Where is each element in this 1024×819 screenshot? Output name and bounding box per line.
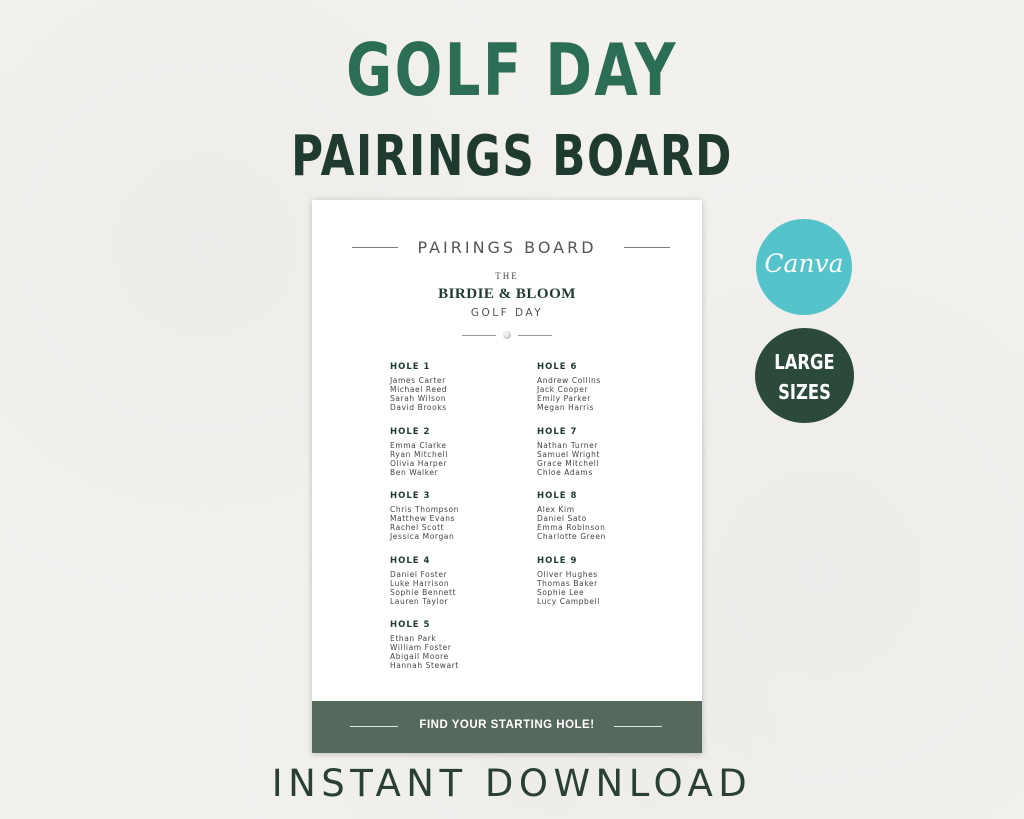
player-name: Sophie Lee xyxy=(537,587,585,597)
player-name: Hannah Stewart xyxy=(390,661,459,670)
event-name: BIRDIE & BLOOM xyxy=(438,286,576,302)
player-name: Rachel Scott xyxy=(390,523,445,532)
player-name: Thomas Baker xyxy=(537,578,598,588)
hole-block xyxy=(390,490,530,555)
hole-block xyxy=(390,555,530,620)
hole-title: HOLE 9 xyxy=(537,555,578,566)
player-name: Jack Cooper xyxy=(537,385,589,394)
player-name: Sarah Wilson xyxy=(390,394,447,403)
player-name: Ben Walker xyxy=(390,467,439,477)
hole-title: HOLE 4 xyxy=(390,555,431,566)
hole-block xyxy=(537,361,677,426)
player-name: Emma Clarke xyxy=(390,440,447,450)
sizes-line-2: SIZES xyxy=(778,380,831,404)
player-name: Sophie Bennett xyxy=(390,587,457,597)
hole-block xyxy=(537,426,677,491)
hole-block xyxy=(390,426,530,491)
pairings-poster xyxy=(312,200,702,753)
event-type: GOLF DAY xyxy=(470,307,544,319)
footer-text: FIND YOUR STARTING HOLE! xyxy=(419,719,595,731)
hole-block xyxy=(390,619,530,684)
title-line-1: GOLF DAY xyxy=(346,28,678,112)
player-name: Jessica Morgan xyxy=(390,532,455,541)
hole-block xyxy=(537,490,677,555)
player-name: David Brooks xyxy=(390,403,447,412)
poster-heading: PAIRINGS BOARD xyxy=(417,238,597,257)
poster-heading-row xyxy=(312,238,702,258)
hole-block xyxy=(390,361,530,426)
hole-title: HOLE 1 xyxy=(390,362,431,372)
sizes-line-1: LARGE xyxy=(774,350,835,374)
hole-block xyxy=(537,555,677,620)
hole-title: HOLE 2 xyxy=(390,426,431,437)
player-name: James Carter xyxy=(390,376,446,385)
canva-badge xyxy=(756,219,852,315)
player-name: Ethan Park xyxy=(390,634,437,643)
event-article: THE xyxy=(495,271,519,281)
hole-title: HOLE 8 xyxy=(537,491,578,501)
player-name: Chloe Adams xyxy=(537,467,593,477)
player-name: Alex Kim xyxy=(537,505,575,514)
holes-column-right xyxy=(537,361,677,619)
player-name: Daniel Sato xyxy=(537,514,587,523)
holes-column-left xyxy=(390,361,530,684)
divider-line xyxy=(624,247,670,248)
player-name: William Foster xyxy=(390,643,452,652)
golf-ball-divider xyxy=(312,330,702,340)
hole-title: HOLE 5 xyxy=(390,620,431,630)
player-name: Charlotte Green xyxy=(537,532,606,541)
canva-logo: Canva xyxy=(764,249,844,278)
player-name: Chris Thompson xyxy=(390,505,460,514)
golf-ball-icon xyxy=(503,331,511,339)
poster-footer xyxy=(312,701,702,753)
player-name: Grace Mitchell xyxy=(537,458,600,468)
hole-title: HOLE 3 xyxy=(390,491,431,501)
player-name: Abigail Moore xyxy=(390,652,449,661)
player-name: Megan Harris xyxy=(537,403,595,412)
player-name: Samuel Wright xyxy=(537,449,600,459)
player-name: Luke Harrison xyxy=(390,578,450,588)
hole-title: HOLE 7 xyxy=(537,426,578,437)
player-name: Oliver Hughes xyxy=(537,569,598,579)
instant-download-text: INSTANT DOWNLOAD xyxy=(271,762,753,805)
player-name: Lauren Taylor xyxy=(390,596,449,606)
player-name: Olivia Harper xyxy=(390,458,448,468)
player-name: Michael Reed xyxy=(390,385,448,394)
divider-line xyxy=(518,335,552,336)
divider-line xyxy=(462,335,496,336)
hole-title: HOLE 6 xyxy=(537,362,578,372)
player-name: Matthew Evans xyxy=(390,514,456,523)
player-name: Daniel Foster xyxy=(390,569,448,579)
large-sizes-badge xyxy=(755,328,854,423)
player-name: Emma Robinson xyxy=(537,523,606,532)
player-name: Emily Parker xyxy=(537,394,591,403)
player-name: Lucy Campbell xyxy=(537,596,600,606)
player-name: Nathan Turner xyxy=(537,440,599,450)
title-line-2: PAIRINGS BOARD xyxy=(291,124,733,189)
player-name: Ryan Mitchell xyxy=(390,449,448,459)
player-name: Andrew Collins xyxy=(537,376,601,385)
divider-line xyxy=(614,726,662,727)
